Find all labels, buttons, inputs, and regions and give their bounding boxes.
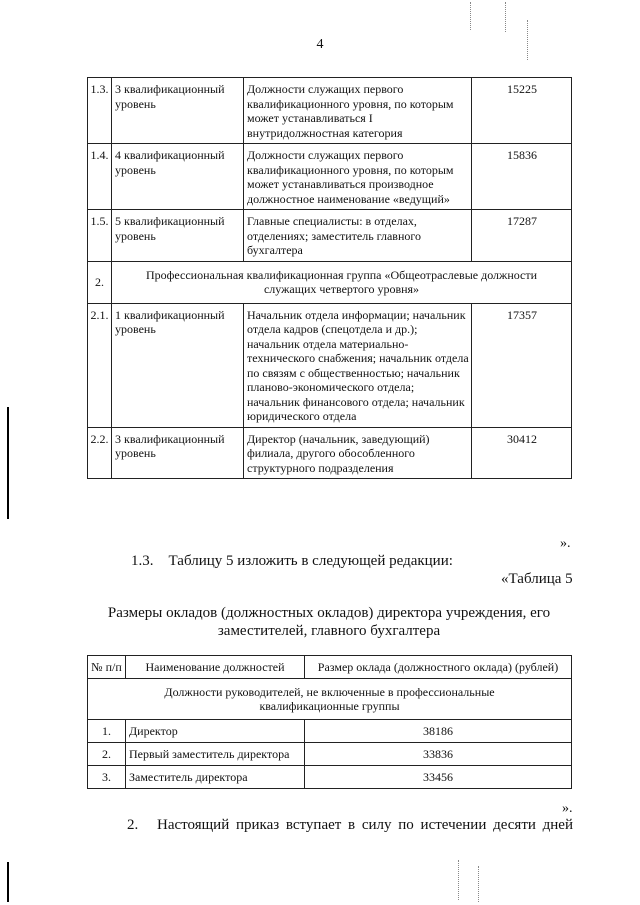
positions-cell: Директор (начальник, заведующий) филиала, другого обособленного структурного подразделения [244,427,472,479]
qualification-level: 4 квалификационный уровень [112,144,244,210]
row-number: 1.3. [88,78,112,144]
salary-cell: 33456 [305,766,572,789]
closing-quote: ». [562,801,573,816]
position-name: Заместитель директора [126,766,305,789]
positions-cell: Начальник отдела информации; начальник отдела кадров (спецотдела и др.); начальник отдела материально-технического снабжения; начальник отдела по связям с общественностью; начальник планово-экономического отдела; начальник финансового отдела; начальник юридического отдела [244,303,472,427]
paragraph-2 [87,817,573,834]
salary-cell: 30412 [472,427,572,479]
salary-cell: 15225 [472,78,572,144]
qualification-level: 5 квалификационный уровень [112,210,244,262]
salary-cell: 33836 [305,743,572,766]
salary-cell: 17357 [472,303,572,427]
row-number: 2. [88,743,126,766]
position-name: Директор [126,720,305,743]
header-row [88,656,572,679]
row-number: 1.4. [88,144,112,210]
group-title: Должности руководителей, не включенные в профессиональные квалификационные группы [88,679,572,720]
row-number: 1. [88,720,126,743]
row-number: 2.2. [88,427,112,479]
scan-noise [458,860,459,900]
table-row [88,210,572,262]
table-row [88,78,572,144]
table-row [88,766,572,789]
group-row [88,679,572,720]
position-name: Первый заместитель директора [126,743,305,766]
row-number: 2.1. [88,303,112,427]
row-number: 3. [88,766,126,789]
column-header: Размер оклада (должностного оклада) (рублей) [305,656,572,679]
scan-edge-mark [7,862,9,902]
table-row [88,303,572,427]
paragraph-text: Настоящий приказ вступает в силу по истечении десяти дней [157,817,573,833]
page-number: 4 [316,37,324,52]
table-5-heading: Размеры окладов (должностных окладов) директора учреждения, его заместителей, главного бухгалтера [107,605,551,639]
scan-noise [505,2,506,32]
closing-quote: ». [560,536,571,551]
group-row [88,261,572,303]
row-number: 1.5. [88,210,112,262]
group-title: Профессиональная квалификационная группа «Общеотраслевые должности служащих четвертого уровня» [112,261,572,303]
paragraph-number: 2. [127,817,139,833]
qualification-level: 3 квалификационный уровень [112,78,244,144]
table-row [88,427,572,479]
table-row [88,144,572,210]
positions-cell: Должности служащих первого квалификационного уровня, по которым может устанавливаться производное должностное наименование «ведущий» [244,144,472,210]
table-row [88,720,572,743]
positions-cell: Должности служащих первого квалификационного уровня, по которым может устанавливаться I внутридолжностная категория [244,78,472,144]
salary-table [87,655,572,789]
group-number: 2. [88,261,112,303]
salary-cell: 15836 [472,144,572,210]
column-header: № п/п [88,656,126,679]
scan-noise [470,2,471,30]
positions-cell: Главные специалисты: в отделах, отделениях; заместитель главного бухгалтера [244,210,472,262]
qualification-table [87,77,572,479]
scan-edge-mark [7,407,9,519]
qualification-level: 3 квалификационный уровень [112,427,244,479]
scan-noise [478,866,479,902]
salary-cell: 17287 [472,210,572,262]
table-row [88,743,572,766]
table-5-label: «Таблица 5 [501,571,573,587]
column-header: Наименование должностей [126,656,305,679]
salary-cell: 38186 [305,720,572,743]
scan-noise [527,20,528,60]
paragraph-1-3: 1.3. Таблицу 5 изложить в следующей редакции: [131,553,453,569]
qualification-level: 1 квалификационный уровень [112,303,244,427]
